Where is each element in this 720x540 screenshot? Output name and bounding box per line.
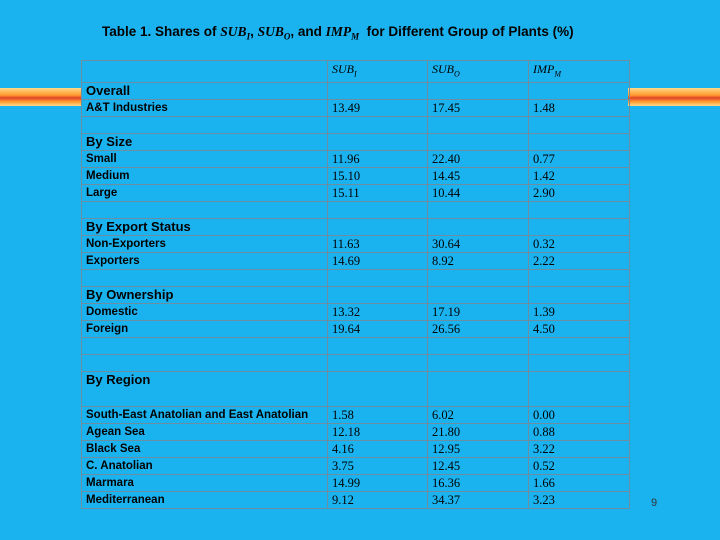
value-cell: 17.45 — [428, 100, 529, 117]
empty-cell — [428, 219, 529, 236]
value-cell: 1.58 — [328, 407, 428, 424]
value-cell: 30.64 — [428, 236, 529, 253]
row-label: Non-Exporters — [82, 236, 328, 253]
page-number: 9 — [651, 497, 658, 509]
section-heading-row — [82, 287, 630, 304]
empty-cell — [82, 117, 328, 134]
table-row — [82, 321, 630, 338]
value-cell: 14.99 — [328, 475, 428, 492]
value-cell: 1.66 — [529, 475, 630, 492]
empty-cell — [328, 372, 428, 407]
empty-cell — [529, 338, 630, 355]
section-heading-row — [82, 134, 630, 151]
value-cell: 15.10 — [328, 168, 428, 185]
empty-cell — [328, 338, 428, 355]
table-row — [82, 441, 630, 458]
row-label: A&T Industries — [82, 100, 328, 117]
value-cell: 22.40 — [428, 151, 529, 168]
empty-cell — [428, 372, 529, 407]
value-cell: 0.00 — [529, 407, 630, 424]
row-label: Small — [82, 151, 328, 168]
empty-cell — [529, 83, 630, 100]
spacer-row — [82, 202, 630, 219]
section-heading-row — [82, 372, 630, 407]
empty-cell — [428, 83, 529, 100]
empty-cell — [529, 117, 630, 134]
row-label: C. Anatolian — [82, 458, 328, 475]
value-cell: 15.11 — [328, 185, 428, 202]
value-cell: 8.92 — [428, 253, 529, 270]
table-row — [82, 304, 630, 321]
row-label: Mediterranean — [82, 492, 328, 509]
value-cell: 10.44 — [428, 185, 529, 202]
table-row — [82, 458, 630, 475]
value-cell: 13.49 — [328, 100, 428, 117]
title-sub-i-subscript: I — [246, 31, 251, 42]
value-cell: 1.42 — [529, 168, 630, 185]
empty-cell — [82, 355, 328, 372]
value-cell: 11.96 — [328, 151, 428, 168]
title-sub-i: SUB — [220, 24, 247, 39]
slide-title — [102, 24, 574, 42]
title-sub-o-subscript: O — [283, 31, 291, 42]
spacer-row — [82, 117, 630, 134]
value-cell: 2.22 — [529, 253, 630, 270]
column-header-subscript: M — [554, 69, 561, 79]
empty-cell — [428, 117, 529, 134]
value-cell: 12.45 — [428, 458, 529, 475]
table-row — [82, 253, 630, 270]
title-separator: , and — [290, 24, 326, 39]
table-body — [82, 61, 630, 509]
table-row — [82, 185, 630, 202]
table-row — [82, 168, 630, 185]
column-header-base: IMP — [533, 62, 555, 76]
title-sub-o: SUB — [257, 24, 284, 39]
value-cell: 14.69 — [328, 253, 428, 270]
table-row — [82, 151, 630, 168]
spacer-row — [82, 270, 630, 287]
value-cell: 0.52 — [529, 458, 630, 475]
empty-cell — [529, 134, 630, 151]
value-cell: 12.95 — [428, 441, 529, 458]
value-cell: 21.80 — [428, 424, 529, 441]
value-cell: 16.36 — [428, 475, 529, 492]
spacer-row — [82, 338, 630, 355]
value-cell: 1.48 — [529, 100, 630, 117]
value-cell: 3.75 — [328, 458, 428, 475]
title-prefix: Table 1. Shares of — [102, 24, 221, 39]
table-row — [82, 424, 630, 441]
empty-cell — [328, 219, 428, 236]
empty-cell — [428, 338, 529, 355]
empty-cell — [428, 202, 529, 219]
empty-cell — [529, 372, 630, 407]
section-heading: By Ownership — [82, 287, 328, 304]
empty-cell — [328, 117, 428, 134]
empty-cell — [328, 83, 428, 100]
column-header-subscript: I — [354, 69, 357, 79]
shares-table — [81, 60, 630, 509]
row-label: Foreign — [82, 321, 328, 338]
empty-cell — [428, 134, 529, 151]
section-heading: By Size — [82, 134, 328, 151]
empty-cell — [428, 355, 529, 372]
column-header — [428, 61, 529, 83]
value-cell: 17.19 — [428, 304, 529, 321]
section-heading-row — [82, 219, 630, 236]
column-header — [529, 61, 630, 83]
table-row — [82, 407, 630, 424]
empty-cell — [328, 202, 428, 219]
value-cell: 0.77 — [529, 151, 630, 168]
row-label: Exporters — [82, 253, 328, 270]
empty-cell — [82, 338, 328, 355]
row-label: Agean Sea — [82, 424, 328, 441]
empty-cell — [82, 202, 328, 219]
column-header — [328, 61, 428, 83]
row-label: South-East Anatolian and East Anatolian — [82, 407, 328, 424]
column-header-base: SUB — [332, 62, 354, 76]
value-cell: 6.02 — [428, 407, 529, 424]
value-cell: 4.50 — [529, 321, 630, 338]
spacer-row — [82, 355, 630, 372]
value-cell: 3.22 — [529, 441, 630, 458]
empty-cell — [328, 270, 428, 287]
empty-cell — [529, 287, 630, 304]
value-cell: 0.32 — [529, 236, 630, 253]
value-cell: 1.39 — [529, 304, 630, 321]
table-row — [82, 492, 630, 509]
header-empty-cell — [82, 61, 328, 83]
section-heading: By Export Status — [82, 219, 328, 236]
empty-cell — [529, 219, 630, 236]
empty-cell — [328, 355, 428, 372]
empty-cell — [428, 287, 529, 304]
table-header-row — [82, 61, 630, 83]
decorative-bar-left — [0, 88, 82, 106]
value-cell: 26.56 — [428, 321, 529, 338]
row-label: Black Sea — [82, 441, 328, 458]
table-row — [82, 236, 630, 253]
section-heading: By Region — [82, 372, 328, 407]
decorative-bar-right — [628, 88, 720, 106]
column-header-base: SUB — [432, 62, 454, 76]
empty-cell — [82, 270, 328, 287]
table-row — [82, 475, 630, 492]
value-cell: 13.32 — [328, 304, 428, 321]
empty-cell — [328, 287, 428, 304]
empty-cell — [428, 270, 529, 287]
row-label: Domestic — [82, 304, 328, 321]
value-cell: 19.64 — [328, 321, 428, 338]
row-label: Marmara — [82, 475, 328, 492]
row-label: Medium — [82, 168, 328, 185]
value-cell: 14.45 — [428, 168, 529, 185]
title-imp-subscript: M — [351, 31, 360, 42]
title-separator: , — [250, 24, 258, 39]
section-heading-row — [82, 83, 630, 100]
empty-cell — [529, 202, 630, 219]
value-cell: 2.90 — [529, 185, 630, 202]
value-cell: 9.12 — [328, 492, 428, 509]
title-suffix: for Different Group of Plants (%) — [359, 24, 574, 39]
value-cell: 4.16 — [328, 441, 428, 458]
value-cell: 3.23 — [529, 492, 630, 509]
value-cell: 34.37 — [428, 492, 529, 509]
empty-cell — [328, 134, 428, 151]
value-cell: 0.88 — [529, 424, 630, 441]
title-imp: IMP — [325, 24, 352, 39]
empty-cell — [529, 355, 630, 372]
row-label: Large — [82, 185, 328, 202]
section-heading: Overall — [82, 83, 328, 100]
value-cell: 12.18 — [328, 424, 428, 441]
column-header-subscript: O — [454, 69, 460, 79]
table-row — [82, 100, 630, 117]
empty-cell — [529, 270, 630, 287]
value-cell: 11.63 — [328, 236, 428, 253]
